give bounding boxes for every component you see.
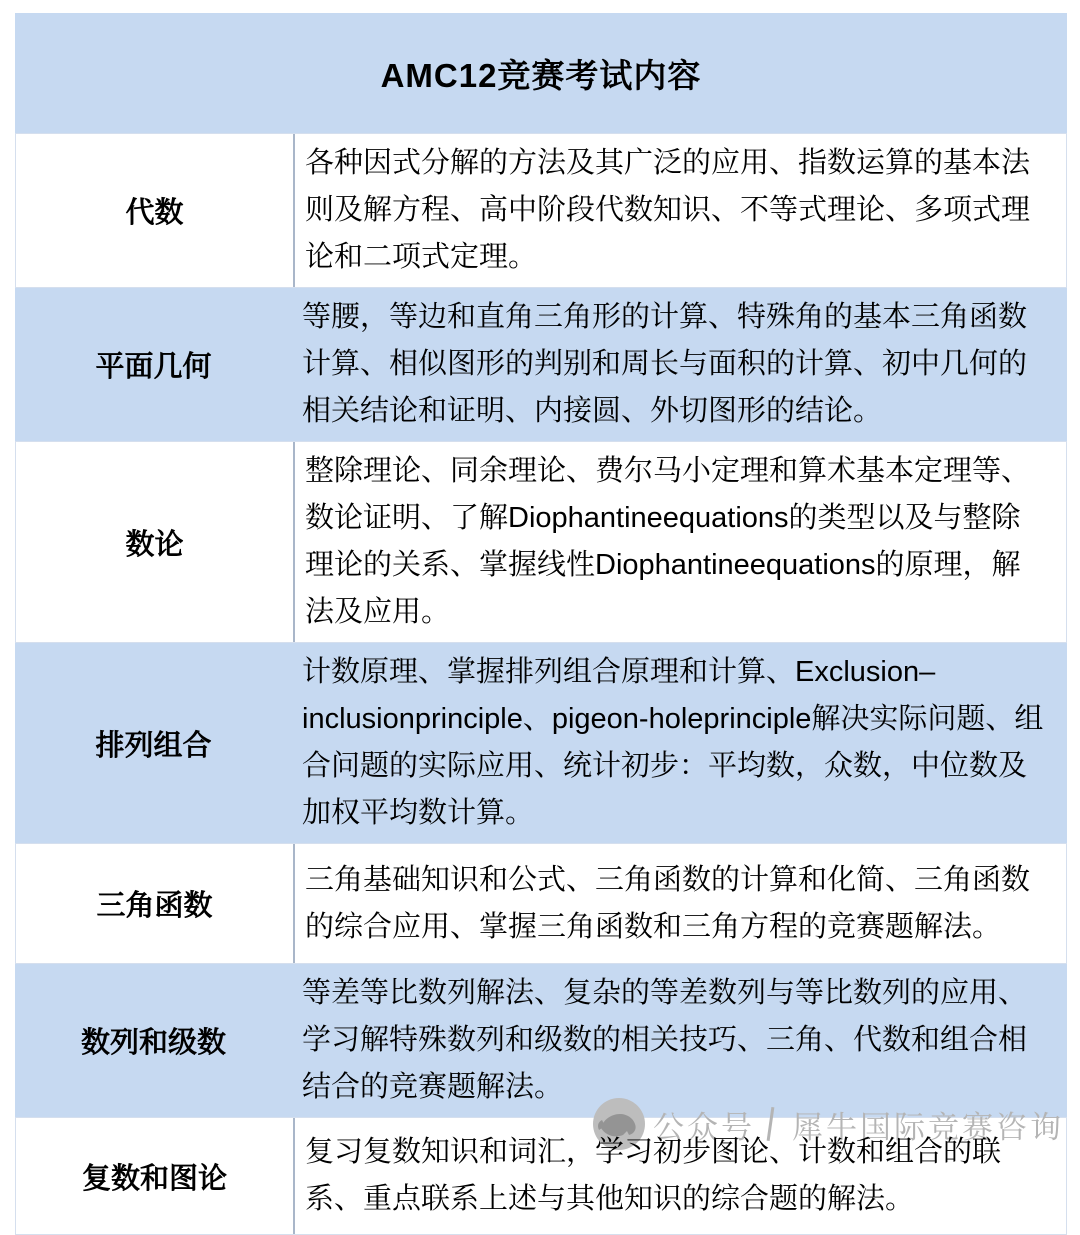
row-label: 平面几何: [95, 351, 212, 383]
row-label: 数列和级数: [80, 1027, 226, 1059]
row-label: 排列组合: [95, 729, 212, 762]
row-content: 各种因式分解的方法及其广泛的应用、指数运算的基本法则及解方程、高中阶段代数知识、不等式理论、多项式理论和二项式定理。: [293, 134, 1066, 287]
row-content: 等腰，等边和直角三角形的计算、特殊角的基本三角函数计算、相似图形的判别和周长与面积的计算、初中几何的相关结论和证明、内接圆、外切图形的结论。: [302, 301, 1028, 427]
row-content: 三角基础知识和公式、三角函数的计算和化简、三角函数的综合应用、掌握三角函数和三角方程的竞赛题解法。: [293, 844, 1066, 963]
row-content: 等差等比数列解法、复杂的等差数列与等比数列的应用、学习解特殊数列和级数的相关技巧、三角、代数和组合相结合的竞赛题解法。: [302, 977, 1028, 1103]
row-content: 复习复数知识和词汇，学习初步图论、计数和组合的联系、重点联系上述与其他知识的综合题的解法。: [293, 1118, 1066, 1234]
table-body: [15, 133, 1067, 1235]
row-label: 复数和图论: [81, 1162, 227, 1195]
table-row: [15, 964, 1067, 1117]
row-content: 整除理论、同余理论、费尔马小定理和算术基本定理等、数论证明、了解Diophantineequations的类型以及与整除理论的关系、掌握线性Diophantineequations的原理，解法及应用。: [293, 442, 1066, 642]
amc12-exam-content-table: [15, 13, 1067, 1235]
row-label: 数论: [125, 528, 184, 561]
row-label: 三角函数: [96, 890, 213, 922]
row-content: 计数原理、掌握排列组合原理和计算、Exclusion–inclusionprinciple、pigeon-holeprinciple解决实际问题、组合问题的实际应用、统计初步：平均数，众数，中位数及加权平均数计算。: [302, 656, 1044, 829]
table-row: [15, 643, 1067, 843]
table-row: [15, 133, 1067, 288]
table-row: [15, 1117, 1067, 1235]
row-label: 代数: [125, 197, 184, 229]
table-title-bar: [15, 13, 1067, 133]
table-row: [15, 843, 1067, 964]
table-row: [15, 441, 1067, 643]
watermark-account-name: 犀牛国际竞赛咨询: [792, 1109, 1064, 1145]
page-title: AMC12竞赛考试内容: [380, 56, 702, 94]
table-row: [15, 288, 1067, 441]
watermark-source-label: 公众号: [653, 1109, 755, 1145]
